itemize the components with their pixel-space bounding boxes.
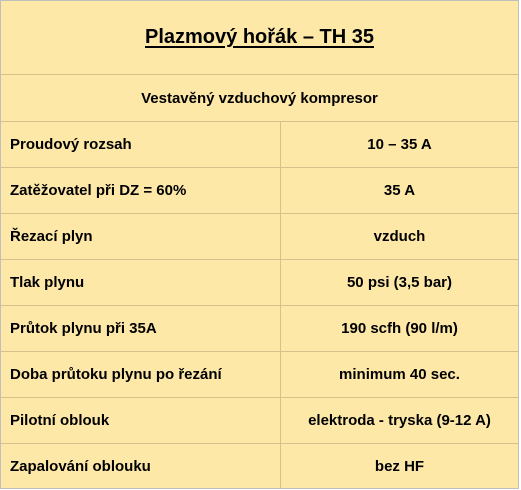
param-value: elektroda - tryska (9-12 A) — [281, 398, 519, 444]
table-row — [1, 260, 518, 306]
param-value: minimum 40 sec. — [281, 352, 519, 398]
table-row — [1, 352, 518, 398]
param-label: Proudový rozsah — [1, 122, 281, 168]
param-label: Pilotní oblouk — [1, 398, 281, 444]
table-row — [1, 398, 518, 444]
param-label: Zapalování oblouku — [1, 444, 281, 490]
table-row — [1, 168, 518, 214]
param-value: bez HF — [374, 458, 425, 475]
param-label: Řezací plyn — [1, 214, 281, 260]
table-row — [1, 306, 518, 352]
param-label: Doba průtoku plynu po řezání — [1, 352, 281, 398]
title-row — [1, 1, 518, 75]
subtitle-row — [1, 75, 518, 122]
param-value: 35 A — [281, 168, 519, 214]
page-title: Plazmový hořák – TH 35 — [145, 26, 374, 48]
table-row — [1, 444, 518, 490]
param-value: 50 psi (3,5 bar) — [281, 260, 519, 306]
param-value: vzduch — [281, 214, 519, 260]
spec-table — [1, 122, 518, 489]
param-value: 10 – 35 A — [281, 122, 519, 168]
param-value: 190 scfh (90 l/m) — [281, 306, 519, 352]
param-label: Průtok plynu při 35A — [1, 306, 281, 352]
param-label: Zatěžovatel při DZ = 60% — [1, 168, 281, 214]
param-label: Tlak plynu — [1, 260, 281, 306]
table-row — [1, 122, 518, 168]
table-row — [1, 214, 518, 260]
subtitle: Vestavěný vzduchový kompresor — [141, 89, 378, 107]
